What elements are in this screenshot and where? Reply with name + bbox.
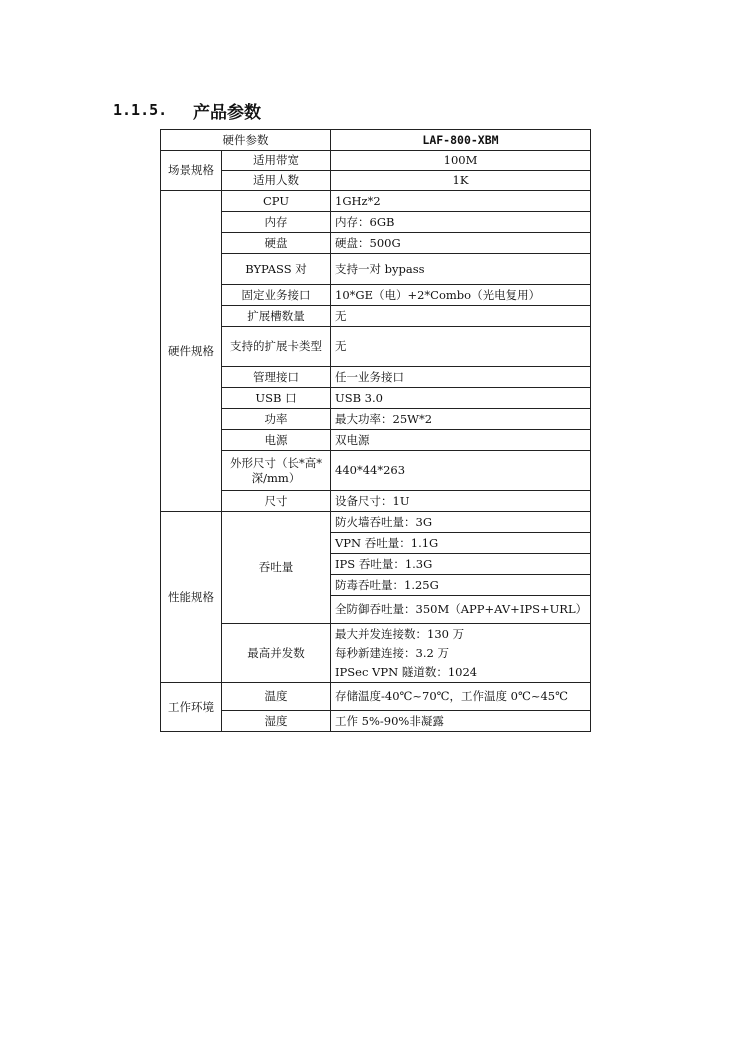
header-label: 硬件参数 xyxy=(161,130,331,151)
param-value: 硬盘：500G xyxy=(331,233,591,254)
param-value: 最大功率：25W*2 xyxy=(331,409,591,430)
spec-table xyxy=(160,129,591,732)
param-name: 外形尺寸（长*高*深/mm） xyxy=(222,451,331,491)
param-name: 尺寸 xyxy=(222,491,331,512)
table-header-row xyxy=(161,130,591,151)
table-row xyxy=(161,254,591,285)
param-name-concurrency: 最高并发数 xyxy=(222,624,331,683)
table-row xyxy=(161,285,591,306)
param-name: 功率 xyxy=(222,409,331,430)
param-name: 管理接口 xyxy=(222,367,331,388)
concurrency-line: 每秒新建连接：3.2 万 xyxy=(335,645,449,660)
param-value: 全防御吞吐量：350M（APP+AV+IPS+URL） xyxy=(331,596,591,624)
param-value: 100M xyxy=(331,151,591,171)
param-value: 10*GE（电）+2*Combo（光电复用） xyxy=(331,285,591,306)
table-row xyxy=(161,327,591,367)
param-value: 存储温度-40℃~70℃，工作温度 0℃~45℃ xyxy=(331,683,591,711)
param-value: 工作 5%-90%非凝露 xyxy=(331,711,591,732)
table-row xyxy=(161,388,591,409)
param-name: 扩展槽数量 xyxy=(222,306,331,327)
table-row xyxy=(161,711,591,732)
param-value: 无 xyxy=(331,327,591,367)
param-value: 无 xyxy=(331,306,591,327)
param-value: 防火墙吞吐量：3G xyxy=(331,512,591,533)
param-name: 适用人数 xyxy=(222,171,331,191)
category-scene: 场景规格 xyxy=(161,151,222,191)
param-value: 440*44*263 xyxy=(331,451,591,491)
param-value: 设备尺寸：1U xyxy=(331,491,591,512)
concurrency-line: 最大并发连接数：130 万 xyxy=(335,626,465,641)
table-row xyxy=(161,624,591,683)
category-environment: 工作环境 xyxy=(161,683,222,732)
param-value: USB 3.0 xyxy=(331,388,591,409)
table-row xyxy=(161,683,591,711)
param-name: BYPASS 对 xyxy=(222,254,331,285)
param-value: 双电源 xyxy=(331,430,591,451)
table-row xyxy=(161,491,591,512)
param-value-concurrency xyxy=(331,624,591,683)
table-row xyxy=(161,306,591,327)
param-name: USB 口 xyxy=(222,388,331,409)
param-value: IPS 吞吐量：1.3G xyxy=(331,554,591,575)
param-value: 1K xyxy=(331,171,591,191)
header-model: LAF-800-XBM xyxy=(331,130,591,151)
section-title: 产品参数 xyxy=(193,102,261,123)
table-row xyxy=(161,212,591,233)
table-row xyxy=(161,191,591,212)
section-heading xyxy=(113,98,261,122)
param-value: 防毒吞吐量：1.25G xyxy=(331,575,591,596)
concurrency-line: IPSec VPN 隧道数：1024 xyxy=(335,664,478,679)
param-name: 硬盘 xyxy=(222,233,331,254)
param-name: CPU xyxy=(222,191,331,212)
param-name: 内存 xyxy=(222,212,331,233)
table-row xyxy=(161,451,591,491)
table-row xyxy=(161,151,591,171)
table-row xyxy=(161,430,591,451)
param-name: 电源 xyxy=(222,430,331,451)
section-number: 1.1.5. xyxy=(113,101,168,119)
param-value: 1GHz*2 xyxy=(331,191,591,212)
param-value: VPN 吞吐量：1.1G xyxy=(331,533,591,554)
param-name-throughput: 吞吐量 xyxy=(222,512,331,624)
table-row xyxy=(161,171,591,191)
table-row xyxy=(161,367,591,388)
param-name: 支持的扩展卡类型 xyxy=(222,327,331,367)
param-value: 任一业务接口 xyxy=(331,367,591,388)
param-name: 固定业务接口 xyxy=(222,285,331,306)
category-hardware: 硬件规格 xyxy=(161,191,222,512)
category-performance: 性能规格 xyxy=(161,512,222,683)
table-row xyxy=(161,512,591,533)
param-value: 内存：6GB xyxy=(331,212,591,233)
table-row xyxy=(161,409,591,430)
param-name: 适用带宽 xyxy=(222,151,331,171)
param-name: 湿度 xyxy=(222,711,331,732)
param-value: 支持一对 bypass xyxy=(331,254,591,285)
table-row xyxy=(161,233,591,254)
param-name: 温度 xyxy=(222,683,331,711)
